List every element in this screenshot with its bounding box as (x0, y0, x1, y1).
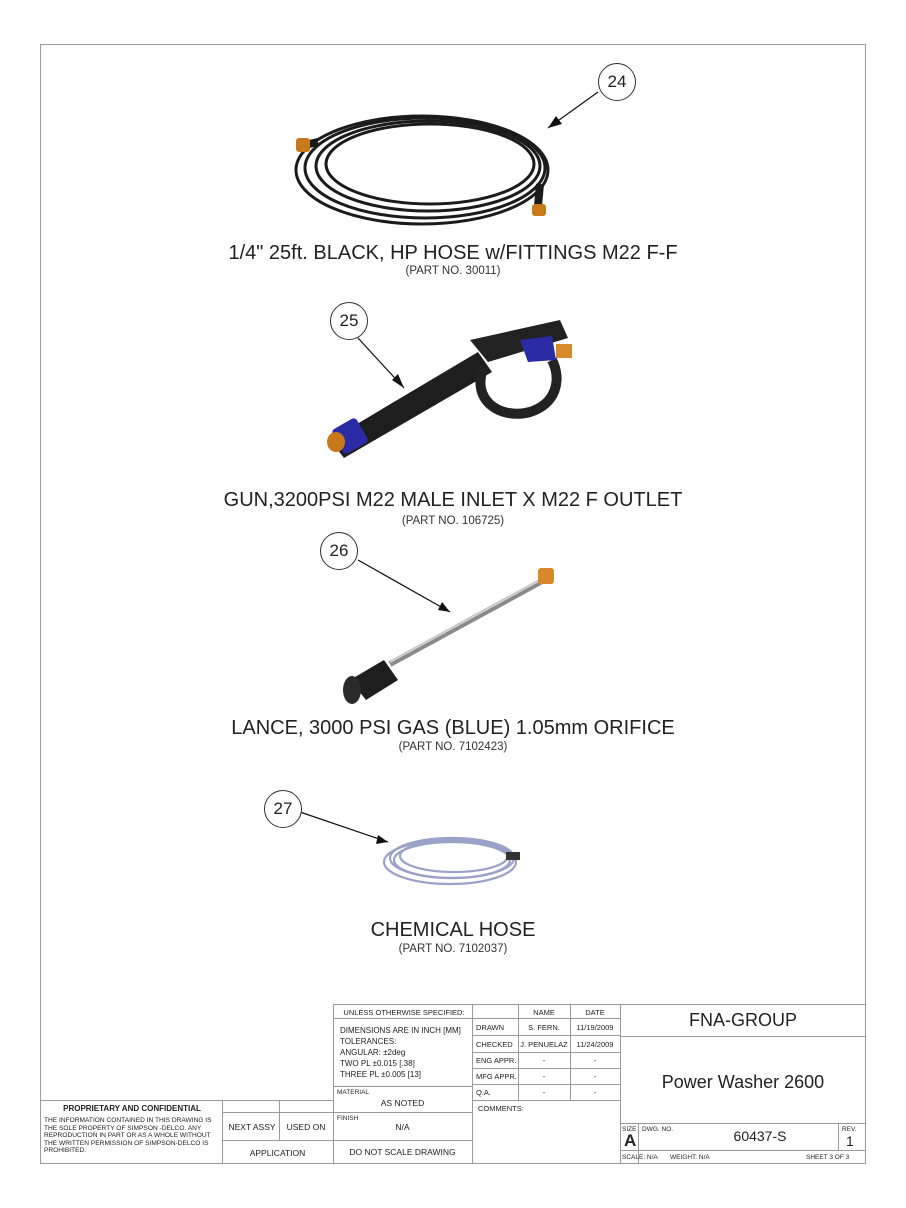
scale-label: SCALE: N/A (622, 1154, 658, 1161)
row-qa-date: - (593, 1088, 597, 1097)
row-checked-label: CHECKED (476, 1040, 513, 1049)
item-27-part: (PART NO. 7102037) (398, 943, 508, 955)
row-qa-name: - (542, 1088, 546, 1097)
tolerances-label: TOLERANCES: (340, 1037, 397, 1046)
row-drawn-date: 11/19/2009 (576, 1023, 614, 1032)
two-pl-tolerance: TWO PL ±0.015 [.38] (340, 1059, 415, 1068)
spray-gun-drawing (327, 320, 572, 458)
do-not-scale: DO NOT SCALE DRAWING (349, 1147, 456, 1157)
hose-fitting-left (296, 138, 310, 152)
application: APPLICATION (249, 1148, 306, 1158)
size-label: SIZE (622, 1126, 637, 1133)
rev-value: 1 (846, 1133, 854, 1149)
used-on: USED ON (286, 1122, 326, 1132)
angular-tolerance: ANGULAR: ±2deg (340, 1048, 406, 1057)
finish-label: FINISH (337, 1115, 359, 1122)
next-assy: NEXT ASSY (228, 1122, 276, 1132)
sheet-number: SHEET 3 OF 3 (806, 1154, 850, 1161)
lance-drawing (343, 568, 554, 704)
item-24-title: 1/4" 25ft. BLACK, HP HOSE w/FITTINGS M22 F-F (228, 242, 678, 264)
row-mfg-date: - (593, 1072, 597, 1081)
company-name: FNA-GROUP (689, 1010, 797, 1030)
material-value: AS NOTED (380, 1098, 425, 1108)
row-checked-date: 11/24/2009 (576, 1040, 614, 1049)
name-header: NAME (533, 1008, 555, 1017)
row-mfg-label: MFG APPR. (476, 1072, 517, 1081)
item-26-title: LANCE, 3000 PSI GAS (BLUE) 1.05mm ORIFICE (231, 717, 675, 739)
dwg-label: DWG. NO. (642, 1126, 674, 1133)
hp-hose-drawing (296, 116, 548, 224)
row-eng-label: ENG APPR. (476, 1056, 517, 1065)
size-value: A (624, 1131, 637, 1150)
proprietary-heading: PROPRIETARY AND CONFIDENTIAL (63, 1104, 201, 1113)
dimensions-note: DIMENSIONS ARE IN INCH [MM] (340, 1026, 461, 1035)
callout-24: 24 (598, 63, 636, 101)
row-eng-name: - (542, 1056, 546, 1065)
item-24-part: (PART NO. 30011) (405, 265, 501, 277)
three-pl-tolerance: THREE PL ±0.005 [13] (340, 1070, 422, 1079)
row-mfg-name: - (542, 1072, 546, 1081)
row-checked-name: J. PENUELAZ (520, 1040, 568, 1049)
chemical-hose-drawing (384, 838, 516, 884)
callout-27: 27 (264, 790, 302, 828)
chemical-hose-fitting (506, 852, 520, 860)
unless-specified: UNLESS OTHERWISE SPECIFIED: (343, 1008, 465, 1017)
date-header: DATE (585, 1008, 605, 1017)
product-title: Power Washer 2600 (661, 1072, 825, 1092)
item-26-part: (PART NO. 7102423) (398, 741, 508, 753)
row-eng-date: - (593, 1056, 597, 1065)
row-drawn-name: S. FERN. (528, 1023, 560, 1032)
callout-25: 25 (330, 302, 368, 340)
material-label: MATERIAL (337, 1089, 370, 1096)
weight-label: WEIGHT: N/A (670, 1154, 710, 1161)
comments-label: COMMENTS: (478, 1104, 524, 1113)
proprietary-text: THE INFORMATION CONTAINED IN THIS DRAWING IS THE SOLE PROPERTY OF SIMPSON -DELCO. ANY REPRODUCTION IN PART OR AS A WHOLE WITHOUT THE WRITTEN PERMISSION OF SIMPSON-DELCO IS PROHIBITED. (44, 1117, 212, 1155)
dwg-number: 60437-S (733, 1128, 787, 1144)
hose-fitting-right (532, 204, 546, 216)
row-drawn-label: DRAWN (476, 1023, 505, 1032)
item-27-title: CHEMICAL HOSE (370, 919, 536, 941)
item-25-part: (PART NO. 106725) (401, 515, 505, 527)
callout-26: 26 (320, 532, 358, 570)
finish-value: N/A (395, 1122, 410, 1132)
rev-label: REV. (842, 1126, 857, 1133)
row-qa-label: Q.A. (476, 1088, 492, 1097)
item-25-title: GUN,3200PSI M22 MALE INLET X M22 F OUTLET (223, 489, 683, 511)
